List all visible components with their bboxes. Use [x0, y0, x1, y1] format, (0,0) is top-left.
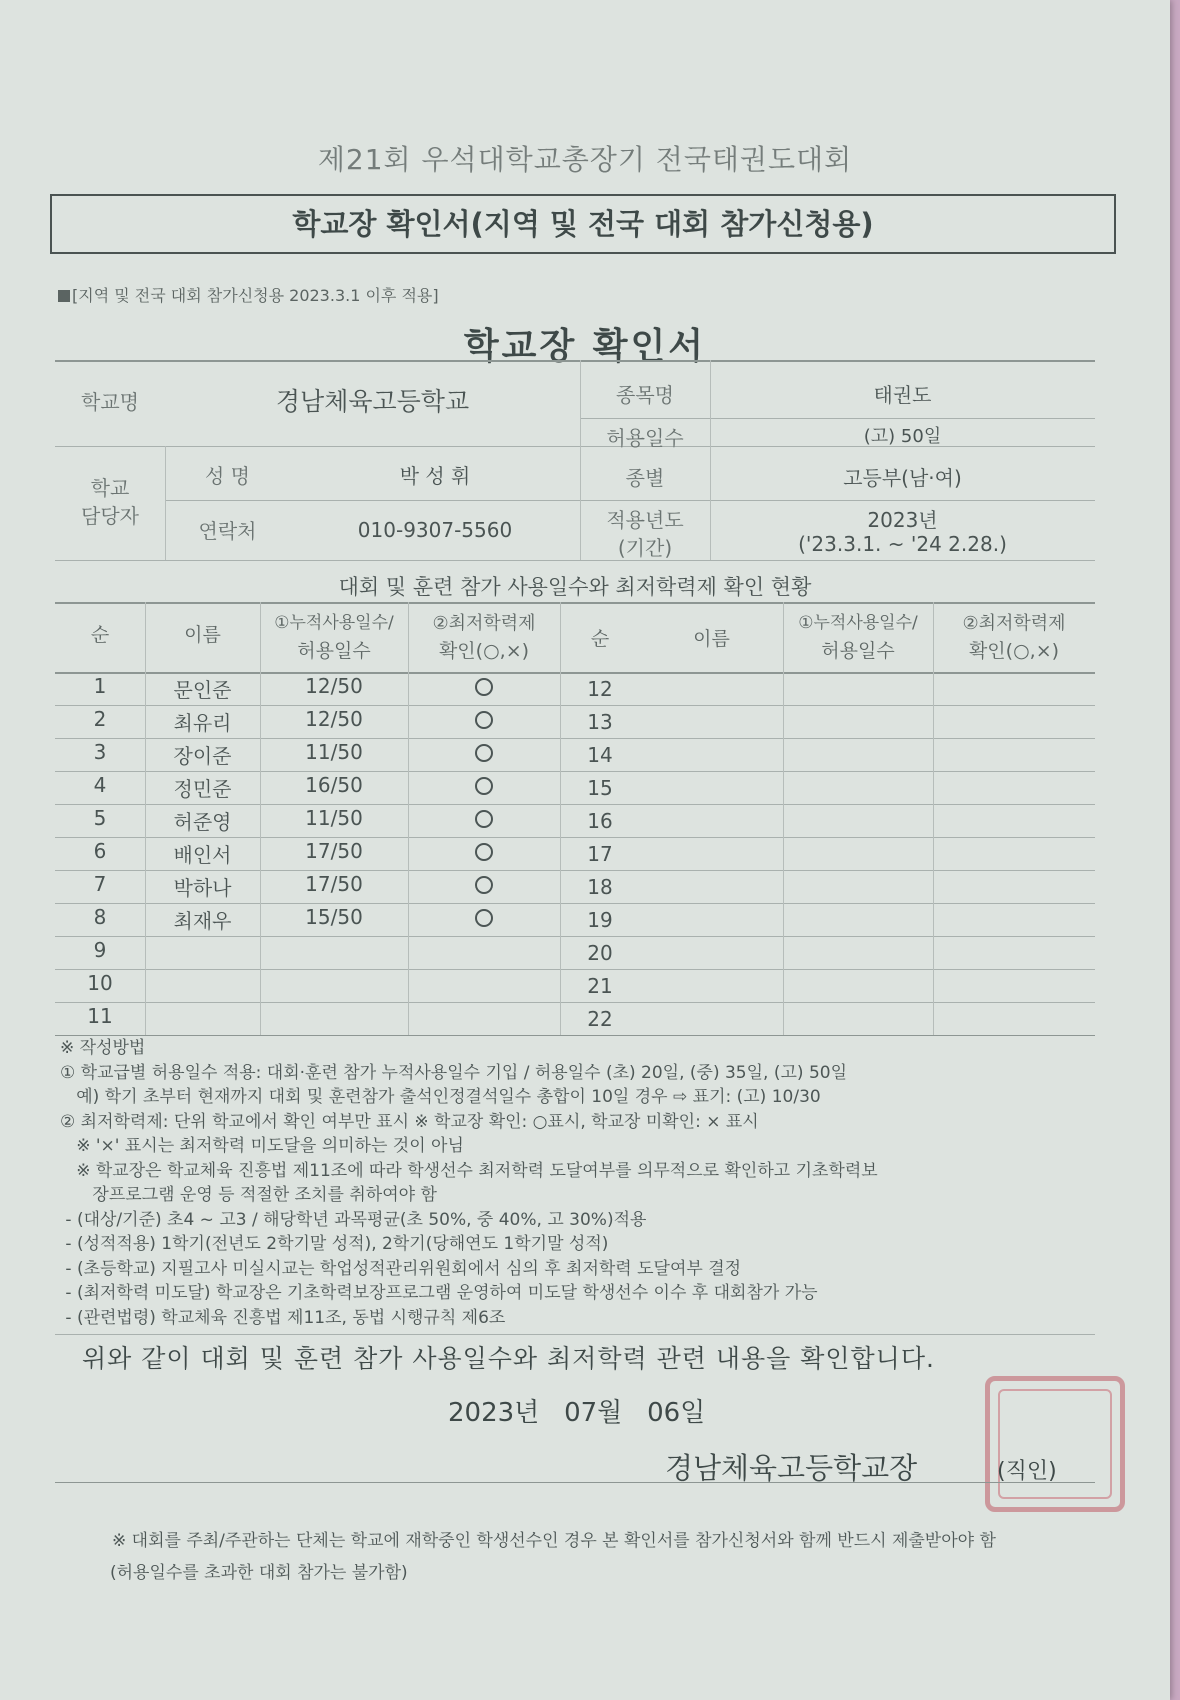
- row-days: 12/50: [305, 674, 363, 698]
- official-seal-stamp: [985, 1376, 1125, 1512]
- instructions: [60, 1036, 1120, 1330]
- row-no-right: 13: [587, 710, 613, 734]
- row-no-right: 14: [587, 743, 613, 767]
- row-no-right: 19: [587, 908, 613, 932]
- principal-signature: 경남체육고등학교장: [665, 1451, 918, 1485]
- row-no: 11: [87, 1004, 113, 1028]
- table-row-divider: [55, 804, 1095, 805]
- form-note: [58, 283, 439, 306]
- note-line: ※ 학교장은 학교체육 진흥법 제11조에 따라 학생선수 최저학력 도달여부를 의무적으로 확인하고 기초학력보: [60, 1160, 878, 1181]
- allowed-days-value: (고) 50일: [863, 426, 942, 447]
- footnote: [112, 1525, 1152, 1589]
- row-name: 박하나: [173, 876, 232, 900]
- header-name-right: 이름: [693, 628, 730, 650]
- row-no: 7: [93, 872, 107, 896]
- confirmation-statement: 위와 같이 대회 및 훈련 참가 사용일수와 최저학력 관련 내용을 확인합니다.: [82, 1344, 935, 1373]
- row-no: 2: [93, 707, 107, 731]
- row-no: 5: [93, 806, 107, 830]
- row-no-right: 21: [587, 974, 613, 998]
- main-title: 학교장 확인서: [463, 326, 707, 367]
- circle-check-icon: [475, 909, 493, 927]
- circle-check-icon: [475, 678, 493, 696]
- row-no: 10: [87, 971, 113, 995]
- row-check: [408, 677, 560, 701]
- note-line: - (대상/기준) 초4 ~ 고3 / 해당학년 과목평균(초 50%, 중 40%, 고 30%)적용: [60, 1209, 647, 1230]
- row-name: 배인서: [173, 843, 232, 867]
- circle-check-icon: [475, 711, 493, 729]
- row-name: 허준영: [173, 810, 232, 834]
- row-no: 8: [93, 905, 107, 929]
- row-no: 1: [93, 674, 107, 698]
- row-no: 6: [93, 839, 107, 863]
- square-bullet-icon: [58, 290, 70, 302]
- note-line: - (초등학교) 지필고사 미실시교는 학업성적관리위원회에서 심의 후 최저학력 도달여부 결정: [60, 1258, 742, 1279]
- header-no-left: 순: [90, 624, 110, 646]
- row-no-right: 20: [587, 941, 613, 965]
- table-row-divider: [55, 705, 1095, 706]
- row-days: 17/50: [305, 872, 363, 896]
- school-value: 경남체육고등학교: [275, 387, 470, 416]
- period-value-2: ('23.3.1. ~ '24 2.28.): [798, 532, 1007, 556]
- seal-label: (직인): [997, 1459, 1057, 1484]
- row-name: 장이준: [173, 744, 232, 768]
- footnote-line-1: ※ 대회를 주최/주관하는 단체는 학교에 재학중인 학생선수인 경우 본 확인서를 참가신청서와 함께 반드시 제출받아야 함: [112, 1531, 996, 1551]
- row-no: 4: [93, 773, 107, 797]
- sport-label: 종목명: [616, 383, 674, 407]
- name-value: 박 성 휘: [399, 464, 471, 488]
- table-row-divider: [55, 969, 1095, 970]
- row-name: 정민준: [173, 777, 232, 801]
- table-row-divider: [55, 771, 1095, 772]
- row-days: 11/50: [305, 740, 363, 764]
- header-check-left-2: 확인(○,×): [438, 640, 530, 662]
- division-value: 고등부(남·여): [843, 466, 962, 490]
- contact-label: 연락처: [198, 519, 257, 543]
- table-row-divider: [55, 870, 1095, 871]
- table-row-divider: [55, 936, 1095, 937]
- header-no-right: 순: [590, 628, 610, 650]
- table-row-divider: [55, 738, 1095, 739]
- period-value-1: 2023년: [867, 508, 938, 532]
- row-no: 9: [93, 938, 107, 962]
- header-check-left-1: ②최저학력제: [432, 613, 536, 634]
- table-row-divider: [55, 1002, 1095, 1003]
- row-no-right: 15: [587, 776, 613, 800]
- note-line: ① 학교급별 허용일수 적용: 대회·훈련 참가 누적사용일수 기입 / 허용일수 (초) 20일, (중) 35일, (고) 50일: [60, 1062, 848, 1083]
- table-row-divider: [55, 837, 1095, 838]
- form-note-text: [지역 및 전국 대회 참가신청용 2023.3.1 이후 적용]: [72, 286, 439, 305]
- note-line: 예) 학기 초부터 현재까지 대회 및 훈련참가 출석인정결석일수 총합이 10일 경우 ⇨ 표기: (고) 10/30: [60, 1087, 821, 1107]
- row-check: [408, 842, 560, 866]
- row-no-right: 22: [587, 1007, 613, 1031]
- issue-date: 2023년 07월 06일: [448, 1398, 706, 1428]
- header-days-right-1: ①누적사용일수/: [798, 613, 918, 633]
- header-check-right-2: 확인(○,×): [968, 640, 1060, 662]
- note-line: ※ '×' 표시는 최저학력 미도달을 의미하는 것이 아님: [60, 1136, 464, 1156]
- row-check: [408, 776, 560, 800]
- circle-check-icon: [475, 777, 493, 795]
- row-no-right: 17: [587, 842, 613, 866]
- note-line: - (성적적용) 1학기(전년도 2학기말 성적), 2학기(당해연도 1학기말 성적): [60, 1234, 609, 1254]
- row-days: 17/50: [305, 839, 363, 863]
- sport-value: 태권도: [873, 383, 932, 407]
- contact-value: 010-9307-5560: [357, 518, 513, 542]
- circle-check-icon: [475, 876, 493, 894]
- period-label-2: (기간): [617, 536, 673, 560]
- manager-label-2: 담당자: [81, 504, 139, 528]
- row-days: 15/50: [305, 905, 363, 929]
- row-no-right: 12: [587, 677, 613, 701]
- row-days: 16/50: [305, 773, 363, 797]
- name-label: 성 명: [205, 464, 250, 488]
- row-no-right: 18: [587, 875, 613, 899]
- header-days-right-2: 허용일수: [821, 640, 895, 662]
- row-check: [408, 743, 560, 767]
- row-name: 최유리: [173, 711, 232, 735]
- row-name: 최재우: [173, 909, 232, 933]
- header-check-right-1: ②최저학력제: [962, 613, 1066, 634]
- note-line: - (관련법령) 학교체육 진흥법 제11조, 동법 시행규칙 제6조: [60, 1307, 506, 1328]
- division-label: 종별: [625, 466, 665, 490]
- section-title: 대회 및 훈련 참가 사용일수와 최저학력제 확인 현황: [338, 575, 812, 599]
- row-check: [408, 908, 560, 932]
- row-days: 12/50: [305, 707, 363, 731]
- row-check: [408, 809, 560, 833]
- allowed-days-label: 허용일수: [606, 426, 684, 450]
- note-line: - (최저학력 미도달) 학교장은 기초학력보장프로그램 운영하여 미도달 학생선수 이수 후 대회참가 가능: [60, 1283, 818, 1303]
- circle-check-icon: [475, 744, 493, 762]
- period-label-1: 적용년도: [606, 508, 684, 532]
- note-line: ※ 작성방법: [60, 1038, 146, 1058]
- header-days-left-1: ①누적사용일수/: [274, 613, 394, 633]
- circle-check-icon: [475, 843, 493, 861]
- footnote-line-2: (허용일수를 초과한 대회 참가는 불가함): [110, 1563, 408, 1583]
- circle-check-icon: [475, 810, 493, 828]
- manager-label-1: 학교: [90, 476, 130, 500]
- table-row-divider: [55, 903, 1095, 904]
- header-days-left-2: 허용일수: [297, 640, 371, 662]
- note-line: ② 최저학력제: 단위 학교에서 확인 여부만 표시 ※ 학교장 확인: ○표시, 학교장 미확인: × 표시: [60, 1111, 759, 1132]
- row-check: [408, 710, 560, 734]
- row-no-right: 16: [587, 809, 613, 833]
- row-check: [408, 875, 560, 899]
- row-days: 11/50: [305, 806, 363, 830]
- row-name: 문인준: [173, 678, 232, 702]
- school-label: 학교명: [81, 390, 139, 414]
- event-title: 제21회 우석대학교총장기 전국태권도대회: [317, 143, 853, 176]
- header-name-left: 이름: [184, 624, 221, 646]
- row-no: 3: [93, 740, 107, 764]
- form-title-box: 학교장 확인서(지역 및 전국 대회 참가신청용): [50, 194, 1116, 254]
- note-line: 장프로그램 운영 등 적절한 조치를 취하여야 함: [60, 1185, 437, 1205]
